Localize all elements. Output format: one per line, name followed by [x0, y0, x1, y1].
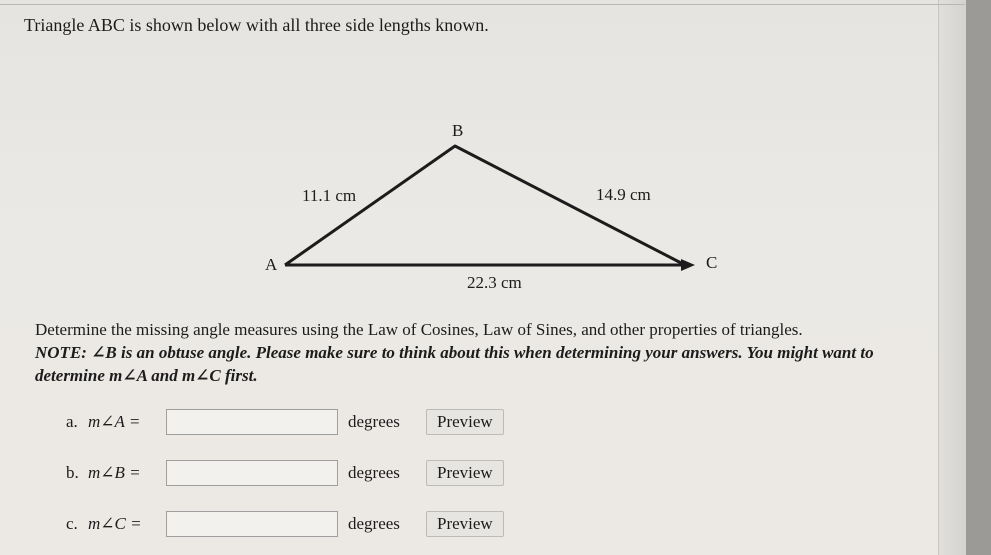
- question-b: [66, 459, 504, 487]
- side-ac-label: 22.3 cm: [467, 273, 522, 292]
- problem-intro: Triangle ABC is shown below with all three side lengths known.: [24, 15, 489, 35]
- obtuse-note: NOTE: ∠B is an obtuse angle. Please make sure to think about this when determining your answers. You might want to determine m∠A and m∠C first.: [35, 343, 874, 385]
- question-a: [66, 408, 504, 436]
- angle-c-input[interactable]: [166, 511, 338, 537]
- angle-b-input[interactable]: [166, 460, 338, 486]
- unit-label: degrees: [348, 463, 400, 482]
- question-letter: a.: [66, 412, 78, 431]
- vertex-c-arrow: [681, 259, 695, 271]
- question-letter: b.: [66, 463, 79, 482]
- preview-button[interactable]: Preview: [426, 511, 504, 537]
- side-ab-label: 11.1 cm: [302, 186, 357, 205]
- unit-label: degrees: [348, 514, 400, 533]
- preview-button[interactable]: Preview: [426, 409, 504, 435]
- question-c: [66, 510, 504, 538]
- instructions: [35, 318, 915, 387]
- vertex-c-label: C: [706, 253, 718, 272]
- triangle-outline: [285, 146, 685, 265]
- preview-button[interactable]: Preview: [426, 460, 504, 486]
- unit-label: degrees: [348, 412, 400, 431]
- vertex-b-label: B: [452, 121, 464, 140]
- side-bc-label: 14.9 cm: [596, 185, 651, 204]
- instructions-text: Determine the missing angle measures using the Law of Cosines, Law of Sines, and other properties of triangles.: [35, 320, 803, 339]
- question-expression: m∠A =: [88, 412, 141, 431]
- question-letter: c.: [66, 514, 78, 533]
- question-expression: m∠C =: [88, 514, 142, 533]
- question-expression: m∠B =: [88, 463, 141, 482]
- angle-a-input[interactable]: [166, 409, 338, 435]
- vertex-a-label: A: [265, 255, 278, 274]
